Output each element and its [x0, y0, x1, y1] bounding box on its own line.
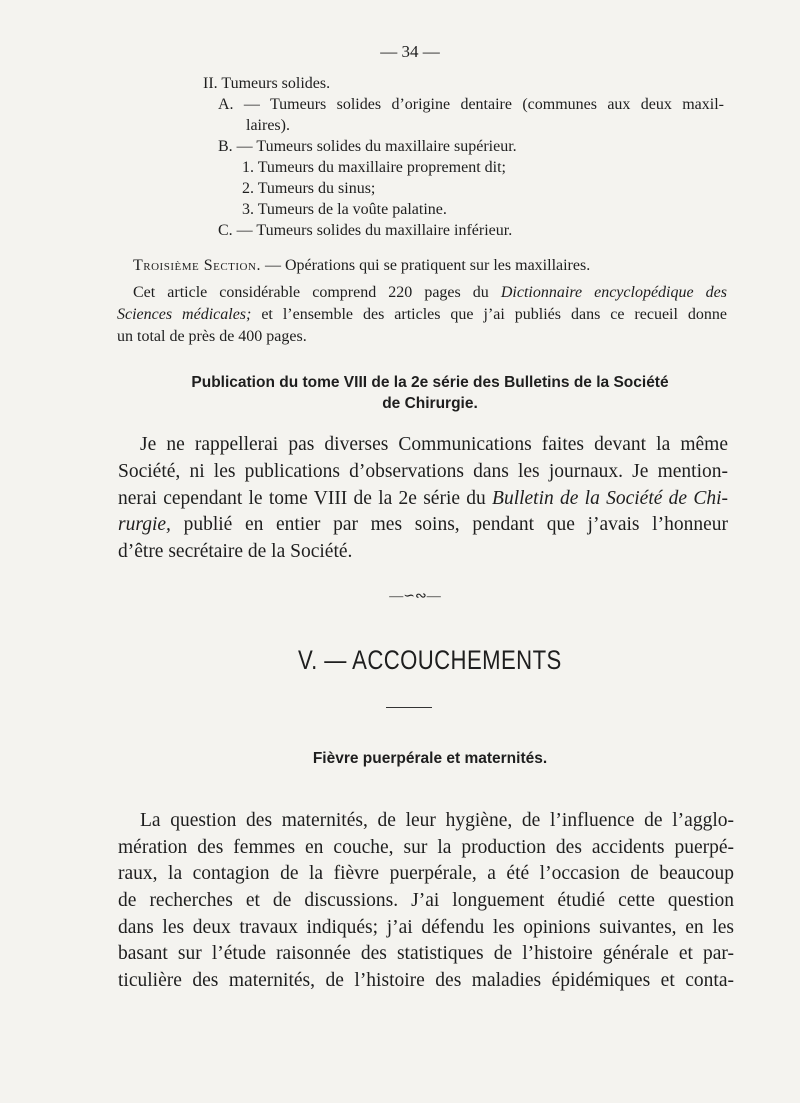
ornamental-divider: —∽∾— [389, 589, 441, 604]
pub-para-line-4: rurgie, publié en entier par mes soins, pendant que j’avais l’honneur [118, 514, 728, 535]
body-para-line-6: basant sur l’étude raisonnée des statistiques de l’histoire générale et par- [118, 943, 734, 964]
outline-item-a-cont: laires). [246, 117, 290, 134]
pub-para-line-2: Société, ni les publications d’observations dans les journaux. Je mention- [118, 461, 728, 482]
outline-item-a: A. — Tumeurs solides d’origine dentaire (communes aux deux maxil- [218, 96, 724, 113]
section-title: V. — ACCOUCHEMENTS [298, 645, 562, 675]
outline-item-b: B. — Tumeurs solides du maxillaire supérieur. [218, 138, 517, 155]
page-number: — 34 — [380, 42, 440, 61]
publication-heading-line-2: de Chirurgie. [382, 395, 478, 412]
outline-item-b1: 1. Tumeurs du maxillaire proprement dit; [242, 159, 506, 176]
third-section-line [133, 255, 590, 277]
title-underline [386, 707, 432, 708]
article-para-line-1: Cet article considérable comprend 220 pages du Dictionnaire encyclopédique des [133, 284, 727, 301]
body-para-line-7: ticulière des maternités, de l’histoire des maladies épidémiques et conta- [118, 970, 734, 991]
body-para-line-5: dans les deux travaux indiqués; j’ai défendu les opinions suivantes, en les [118, 917, 734, 938]
article-para-line-2: Sciences médicales; et l’ensemble des articles que j’ai publiés dans ce recueil donne [117, 306, 728, 323]
body-para-line-2: mération des femmes en couche, sur la production des accidents puerpé- [118, 837, 734, 858]
outline-item-b2: 2. Tumeurs du sinus; [242, 180, 376, 197]
outline-heading: II. Tumeurs solides. [203, 75, 331, 92]
publication-heading-line-1: Publication du tome VIII de la 2e série des Bulletins de la Société [191, 374, 669, 391]
article-para-line-3: un total de près de 400 pages. [117, 328, 307, 345]
third-section-text: — Opérations qui se pratiquent sur les maxillaires. [260, 257, 591, 274]
body-para-line-1: La question des maternités, de leur hygiène, de l’influence de l’agglo- [140, 810, 734, 831]
body-para-line-3: raux, la contagion de la fièvre puerpérale, a été l’occasion de beaucoup [118, 863, 734, 884]
outline-item-b3: 3. Tumeurs de la voûte palatine. [242, 201, 447, 218]
pub-para-line-3: nerai cependant le tome VIII de la 2e série du Bulletin de la Société de Chi- [118, 488, 728, 509]
pub-para-line-1: Je ne rappellerai pas diverses Communications faites devant la même [140, 434, 728, 455]
outline-item-c: C. — Tumeurs solides du maxillaire inférieur. [218, 222, 513, 239]
third-section-label: Troisième Section. [133, 257, 261, 274]
body-para-line-4: de recherches et de discussions. J’ai longuement étudié cette question [118, 890, 734, 911]
pub-para-line-5: d’être secrétaire de la Société. [118, 541, 353, 562]
subheading: Fièvre puerpérale et maternités. [312, 750, 548, 767]
